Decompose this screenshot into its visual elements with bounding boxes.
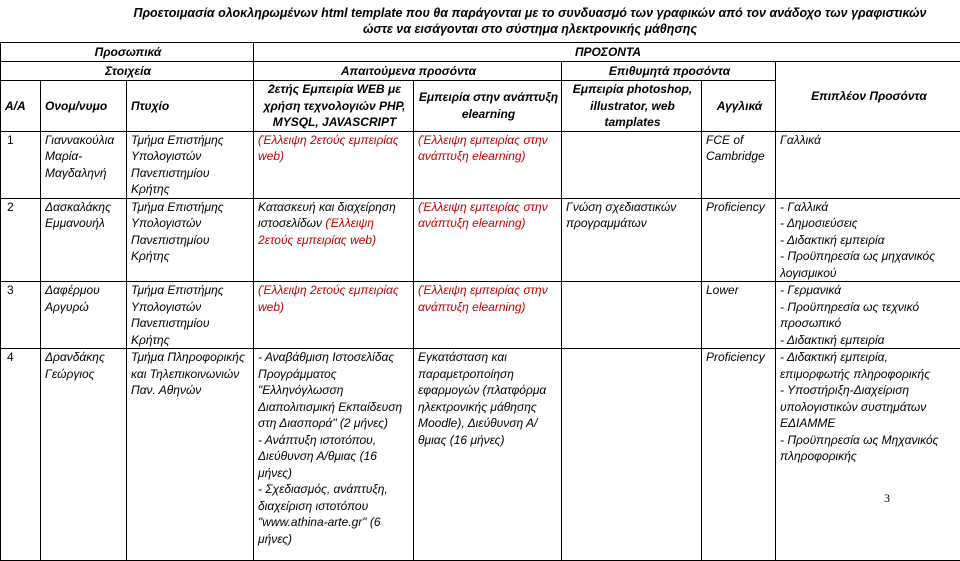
additional-qualifications: - Διδακτική εμπειρία, επιμορφωτής πληροφορικής - Υποστήριξη-Διαχείριση υπολογιστικών συστημάτων ΕΔΙΑΜΜΕ - Προϋπηρεσία ως Μηχανικός πληροφορικής xyxy=(776,349,960,561)
desired-header: Επιθυμητά προσόντα xyxy=(562,62,776,81)
page-number: 3 xyxy=(884,490,890,507)
photoshop-experience xyxy=(562,282,702,349)
candidate-name: Δασκαλάκης Εμμανουήλ xyxy=(41,198,127,282)
additional-qualifications: - Γαλλικά - Δημοσιεύσεις - Διδακτική εμπειρία - Προϋπηρεσία ως μηχανικός λογισμικού xyxy=(776,198,960,282)
title-line-1: Προετοιμασία ολοκληρωμένων html template που θα παράγονται με το συνδυασμό των γραφικών από τον ανάδοχο των γραφιστικών xyxy=(100,5,960,21)
document-title xyxy=(100,5,960,37)
candidate-degree: Τμήμα Επιστήμης Υπολογιστών Πανεπιστημίου Κρήτης xyxy=(127,198,254,282)
english-level: Proficiency xyxy=(702,198,776,282)
row-index: 1 xyxy=(1,131,41,198)
missing-web-experience: (Έλλειψη 2ετούς εμπειρίας web) xyxy=(258,133,399,164)
candidate-name: Γιαννακούλια Μαρία-Μαγδαληνή xyxy=(41,131,127,198)
header-row-2 xyxy=(1,62,960,81)
missing-elearning-experience: (Έλλειψη εμπειρίας στην ανάπτυξη elearning) xyxy=(418,283,548,314)
candidate-degree: Τμήμα Πληροφορικής και Τηλεπικοινωνιών Παν. Αθηνών xyxy=(127,349,254,561)
qualifications-header: ΠΡΟΣΟΝΤΑ xyxy=(254,43,960,62)
missing-web-experience: (Έλλειψη 2ετούς εμπειρίας web) xyxy=(258,283,399,314)
elearning-experience xyxy=(414,131,562,198)
photoshop-experience xyxy=(562,131,702,198)
title-line-2: ώστε να εισάγονται στο σύστημα ηλεκτρονικής μάθησης xyxy=(100,21,960,37)
elearning-experience-header: Εμπειρία στην ανάπτυξη elearning xyxy=(414,81,562,132)
english-level: Proficiency xyxy=(702,349,776,561)
missing-elearning-experience: (Έλλειψη εμπειρίας στην ανάπτυξη elearning) xyxy=(418,200,548,231)
table-row xyxy=(1,282,960,349)
personal-data-header: Προσωπικά xyxy=(1,43,254,62)
photoshop-experience: Γνώση σχεδιαστικών προγραμμάτων xyxy=(562,198,702,282)
name-header: Ονομ/νυμο xyxy=(41,81,127,132)
english-header: Αγγλικά xyxy=(702,81,776,132)
web-experience-header: 2ετής Εμπειρία WEB με χρήση τεχνολογιών PHP, MYSQL, JAVASCRIPT xyxy=(254,81,414,132)
additional-header: Επιπλέον Προσόντα xyxy=(776,62,960,132)
english-level: FCE of Cambridge xyxy=(702,131,776,198)
row-index: 2 xyxy=(1,198,41,282)
table-row xyxy=(1,131,960,198)
web-experience: - Αναβάθμιση Ιστοσελίδας Προγράμματος "Ελληνόγλωσση Διαπολιτισμική Εκπαίδευση στη Διασπορά" (2 μήνες) - Ανάπτυξη ιστοτόπου, Διεύθυνση Α/θμιας (16 μήνες) - Σχεδιασμός, ανάπτυξη, διαχείριση ιστοτόπου "www.athina-arte.gr" (6 μήνες) xyxy=(254,349,414,561)
row-index: 3 xyxy=(1,282,41,349)
header-row-1 xyxy=(1,43,960,62)
required-header: Απαιτούμενα προσόντα xyxy=(254,62,562,81)
candidate-name: Δρανδάκης Γεώργιος xyxy=(41,349,127,561)
elearning-experience: Εγκατάσταση και παραμετροποίηση εφαρμογών (πλατφόρμα ηλεκτρονικής μάθησης Moodle), Διεύθυνση Α/θμιας (16 μήνες) xyxy=(414,349,562,561)
table-row xyxy=(1,198,960,282)
candidates-table xyxy=(0,42,960,561)
missing-elearning-experience: (Έλλειψη εμπειρίας στην ανάπτυξη elearning) xyxy=(418,133,548,164)
candidate-degree: Τμήμα Επιστήμης Υπολογιστών Πανεπιστημίου Κρήτης xyxy=(127,282,254,349)
row-index: 4 xyxy=(1,349,41,561)
additional-qualifications: - Γερμανικά - Προϋπηρεσία ως τεχνικό προσωπικό - Διδακτική εμπειρία xyxy=(776,282,960,349)
degree-header: Πτυχίο xyxy=(127,81,254,132)
candidate-degree: Τμήμα Επιστήμης Υπολογιστών Πανεπιστημίου Κρήτης xyxy=(127,131,254,198)
web-experience xyxy=(254,282,414,349)
missing-web-experience: (Έλλειψη 2ετούς εμπειρίας web) xyxy=(258,216,376,247)
additional-qualifications: Γαλλικά xyxy=(776,131,960,198)
elearning-experience xyxy=(414,198,562,282)
aa-header: Α/Α xyxy=(1,81,41,132)
personal-data-header-2: Στοιχεία xyxy=(1,62,254,81)
candidate-name: Δαφέρμου Αργυρώ xyxy=(41,282,127,349)
table-row xyxy=(1,349,960,561)
web-experience: Κατασκευή και διαχείρηση ιστοσελίδων (Έλλειψη 2ετούς εμπειρίας web) xyxy=(254,198,414,282)
english-level: Lower xyxy=(702,282,776,349)
elearning-experience xyxy=(414,282,562,349)
photoshop-experience xyxy=(562,349,702,561)
photoshop-experience-header: Εμπειρία photoshop, illustrator, web tamplates xyxy=(562,81,702,132)
web-experience xyxy=(254,131,414,198)
